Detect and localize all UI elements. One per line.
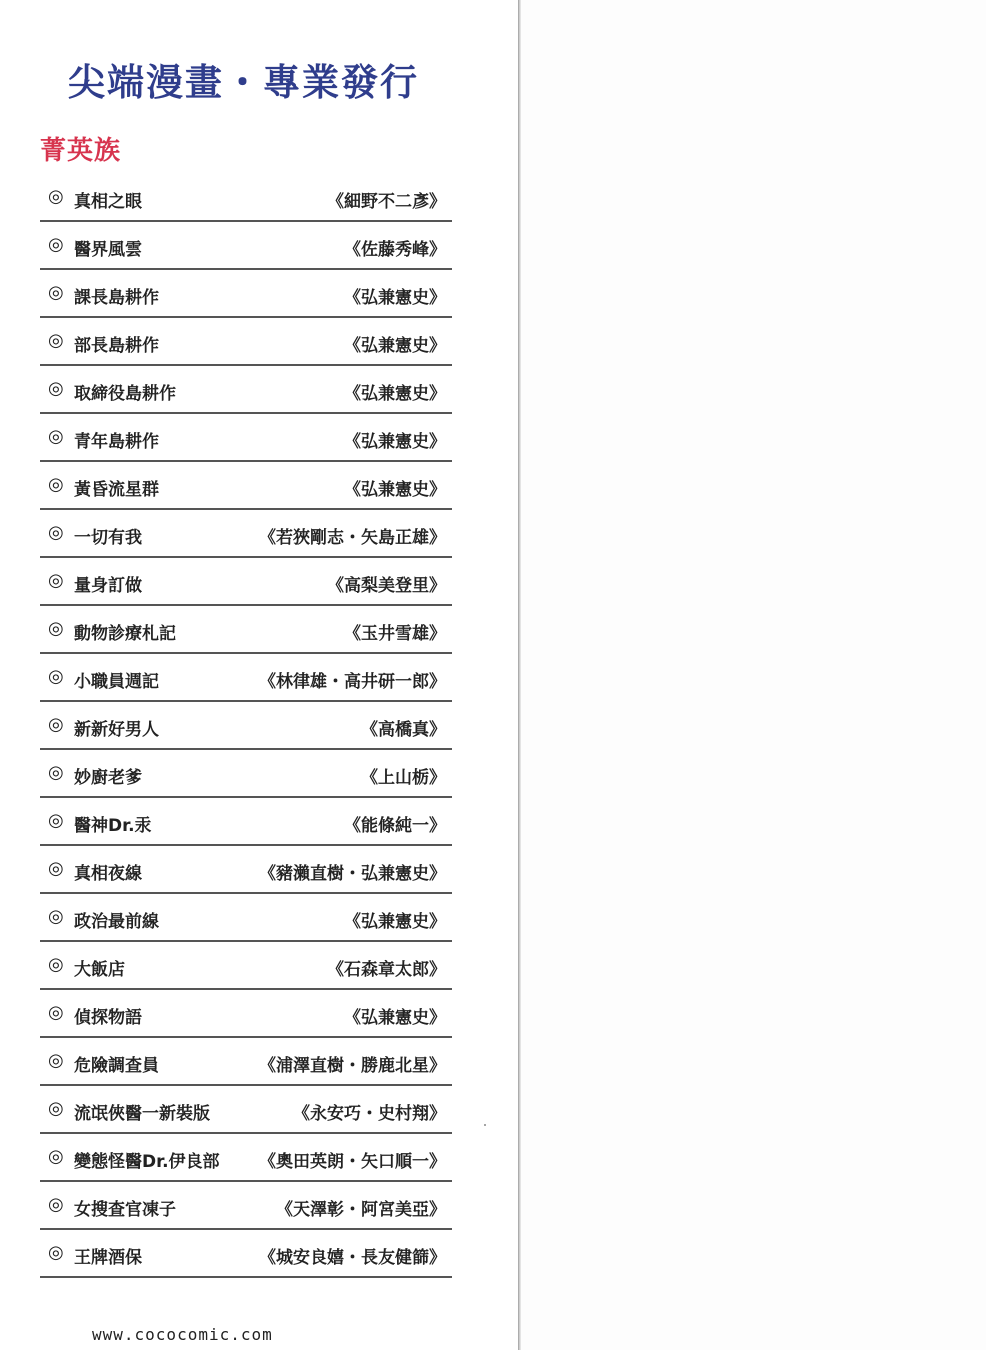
bullet-icon: ◎ xyxy=(48,186,64,207)
list-item xyxy=(40,222,452,270)
item-author: 《弘兼憲史》 xyxy=(344,384,446,404)
item-author: 《弘兼憲史》 xyxy=(344,432,446,452)
list-item xyxy=(40,942,452,990)
list-item xyxy=(40,654,452,702)
item-author: 《奧田英朗・矢口順一》 xyxy=(259,1152,446,1172)
list-item xyxy=(40,798,452,846)
list-item xyxy=(40,270,452,318)
item-title: 王牌酒保 xyxy=(74,1248,142,1268)
item-title: 大飯店 xyxy=(74,960,125,980)
footer-url: www.cococomic.com xyxy=(92,1325,273,1344)
item-author: 《浦澤直樹・勝鹿北星》 xyxy=(259,1056,446,1076)
item-title: 醫界風雲 xyxy=(74,240,142,260)
item-author: 《弘兼憲史》 xyxy=(344,1008,446,1028)
item-author: 《弘兼憲史》 xyxy=(344,288,446,308)
item-title: 變態怪醫Dr.伊良部 xyxy=(74,1152,220,1172)
item-author: 《若狹剛志・矢島正雄》 xyxy=(259,528,446,548)
list-item xyxy=(40,1038,452,1086)
item-title: 妙廚老爹 xyxy=(74,768,142,788)
bullet-icon: ◎ xyxy=(48,618,64,639)
item-author: 《高梨美登里》 xyxy=(327,576,446,596)
bullet-icon: ◎ xyxy=(48,1242,64,1263)
item-title: 偵探物語 xyxy=(74,1008,142,1028)
bullet-icon: ◎ xyxy=(48,378,64,399)
list-item xyxy=(40,558,452,606)
item-author: 《石森章太郎》 xyxy=(327,960,446,980)
list-item xyxy=(40,1182,452,1230)
section-title: 菁英族 xyxy=(40,136,122,166)
item-title: 一切有我 xyxy=(74,528,142,548)
list-item xyxy=(40,366,452,414)
item-author: 《城安良嬉・長友健篩》 xyxy=(259,1248,446,1268)
bullet-icon: ◎ xyxy=(48,1146,64,1167)
bullet-icon: ◎ xyxy=(48,810,64,831)
bullet-icon: ◎ xyxy=(48,1050,64,1071)
item-author: 《豬瀨直樹・弘兼憲史》 xyxy=(259,864,446,884)
bullet-icon: ◎ xyxy=(48,330,64,351)
title-list xyxy=(40,174,452,1278)
list-item xyxy=(40,750,452,798)
bullet-icon: ◎ xyxy=(48,426,64,447)
item-author: 《玉井雪雄》 xyxy=(344,624,446,644)
bullet-icon: ◎ xyxy=(48,906,64,927)
item-title: 女搜查官凍子 xyxy=(74,1200,176,1220)
right-page xyxy=(521,0,986,1350)
bullet-icon: ◎ xyxy=(48,570,64,591)
list-item xyxy=(40,414,452,462)
item-title: 取締役島耕作 xyxy=(74,384,176,404)
list-item xyxy=(40,894,452,942)
item-title: 真相之眼 xyxy=(74,192,142,212)
item-author: 《細野不二彥》 xyxy=(327,192,446,212)
item-author: 《能條純一》 xyxy=(344,816,446,836)
bullet-icon: ◎ xyxy=(48,666,64,687)
bullet-icon: ◎ xyxy=(48,234,64,255)
item-title: 小職員週記 xyxy=(74,672,159,692)
list-item xyxy=(40,318,452,366)
item-author: 《上山栃》 xyxy=(361,768,446,788)
item-title: 新新好男人 xyxy=(74,720,159,740)
item-author: 《佐藤秀峰》 xyxy=(344,240,446,260)
bullet-icon: ◎ xyxy=(48,282,64,303)
item-title: 青年島耕作 xyxy=(74,432,159,452)
list-item xyxy=(40,702,452,750)
item-title: 動物診療札記 xyxy=(74,624,176,644)
item-author: 《林律雄・高井研一郎》 xyxy=(259,672,446,692)
bullet-icon: ◎ xyxy=(48,1194,64,1215)
list-item xyxy=(40,846,452,894)
bullet-icon: ◎ xyxy=(48,1098,64,1119)
list-item xyxy=(40,1230,452,1278)
bullet-icon: ◎ xyxy=(48,858,64,879)
item-title: 課長島耕作 xyxy=(74,288,159,308)
list-item xyxy=(40,174,452,222)
list-item xyxy=(40,510,452,558)
list-item xyxy=(40,462,452,510)
list-item xyxy=(40,606,452,654)
item-title: 醫神Dr.汞 xyxy=(74,816,152,836)
item-title: 量身訂做 xyxy=(74,576,142,596)
list-item xyxy=(40,990,452,1038)
bullet-icon: ◎ xyxy=(48,714,64,735)
bullet-icon: ◎ xyxy=(48,522,64,543)
list-item xyxy=(40,1134,452,1182)
item-title: 部長島耕作 xyxy=(74,336,159,356)
paper-speck xyxy=(484,1124,486,1126)
item-author: 《弘兼憲史》 xyxy=(344,336,446,356)
item-author: 《永安巧・史村翔》 xyxy=(293,1104,446,1124)
item-author: 《高橋真》 xyxy=(361,720,446,740)
bullet-icon: ◎ xyxy=(48,954,64,975)
item-title: 黃昏流星群 xyxy=(74,480,159,500)
page-title: 尖端漫畫・專業發行 xyxy=(68,61,419,104)
bullet-icon: ◎ xyxy=(48,474,64,495)
bullet-icon: ◎ xyxy=(48,762,64,783)
list-item xyxy=(40,1086,452,1134)
item-author: 《弘兼憲史》 xyxy=(344,912,446,932)
item-title: 真相夜線 xyxy=(74,864,142,884)
item-author: 《弘兼憲史》 xyxy=(344,480,446,500)
item-author: 《天澤彰・阿宮美亞》 xyxy=(276,1200,446,1220)
item-title: 流氓俠醫一新裝版 xyxy=(74,1104,210,1124)
bullet-icon: ◎ xyxy=(48,1002,64,1023)
item-title: 政治最前線 xyxy=(74,912,159,932)
item-title: 危險調查員 xyxy=(74,1056,159,1076)
